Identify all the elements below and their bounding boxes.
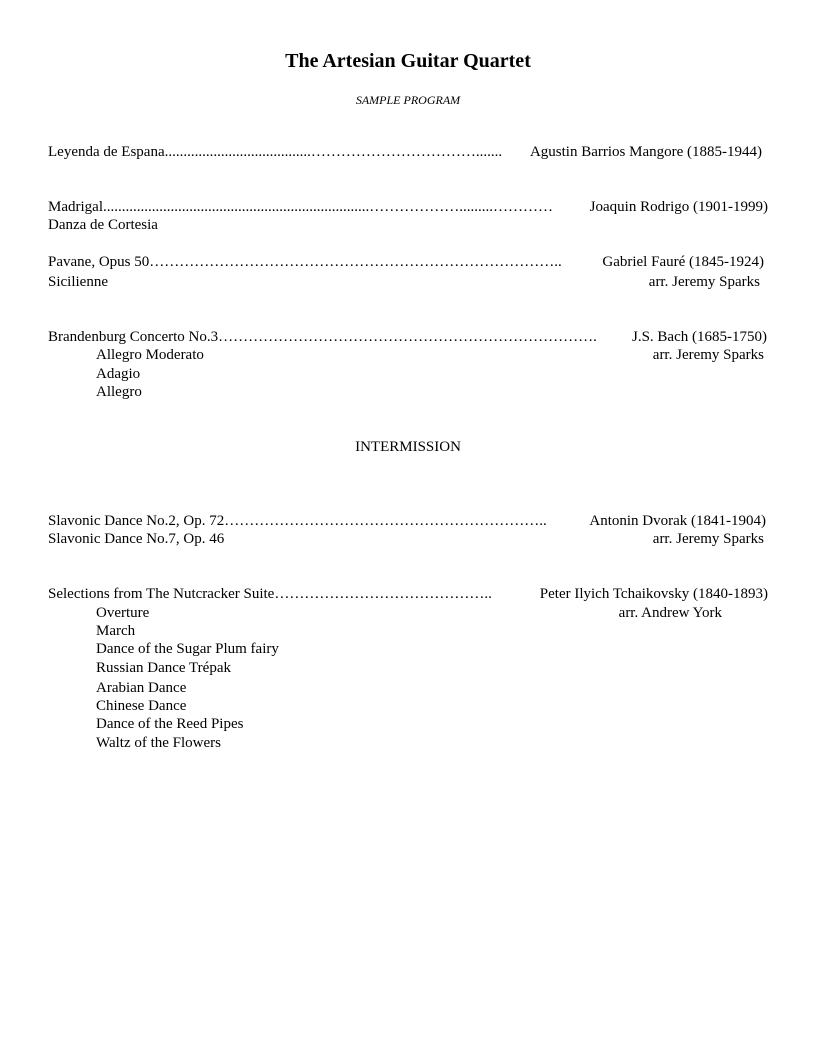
movement: Dance of the Reed Pipes	[96, 716, 244, 732]
composer: J.S. Bach (1685-1750)	[632, 329, 767, 345]
composer: Peter Ilyich Tchaikovsky (1840-1893)	[539, 586, 768, 602]
movement: Allegro	[96, 384, 142, 400]
arranger: arr. Jeremy Sparks	[648, 274, 760, 290]
composer: Joaquin Rodrigo (1901-1999)	[589, 199, 768, 215]
program-entry-madrigal	[48, 198, 768, 217]
composer: Agustin Barrios Mangore (1885-1944)	[529, 144, 762, 160]
work-title: Brandenburg Concerto No.3	[48, 329, 219, 345]
work-title: Madrigal	[48, 199, 103, 215]
work-title: Danza de Cortesia	[48, 217, 158, 233]
movement: Chinese Dance	[96, 698, 187, 714]
leader-dots: ………………………………………………………………………..	[149, 254, 562, 270]
leader-dots: .......................................................................……………….........…………	[102, 199, 553, 215]
work-title: Leyenda de Espana	[48, 144, 165, 160]
program-entry-pavane	[48, 253, 764, 272]
composer: Antonin Dvorak (1841-1904)	[589, 513, 766, 529]
page-subtitle: SAMPLE PROGRAM	[355, 93, 461, 107]
work-title: Slavonic Dance No.7, Op. 46	[48, 531, 225, 547]
leader-dots: ……………………………………..	[274, 586, 492, 602]
work-title: Slavonic Dance No.2, Op. 72	[48, 513, 225, 529]
movement: Adagio	[96, 366, 141, 382]
composer: Gabriel Fauré (1845-1924)	[602, 254, 764, 270]
leader-dots: .......................................…………………………….......	[164, 144, 503, 160]
movement: Overture	[96, 605, 150, 621]
program-entry-slavonic	[48, 512, 766, 531]
movement: Waltz of the Flowers	[96, 735, 222, 751]
work-title: Pavane, Opus 50	[48, 254, 150, 270]
work-title: Sicilienne	[48, 274, 108, 290]
arranger: arr. Jeremy Sparks	[652, 347, 764, 363]
movement: Arabian Dance	[96, 680, 187, 696]
movement: Russian Dance Trépak	[96, 660, 231, 676]
arranger: arr. Jeremy Sparks	[652, 531, 764, 547]
work-title: Selections from The Nutcracker Suite	[48, 586, 275, 602]
arranger: arr. Andrew York	[618, 605, 722, 621]
movement: Allegro Moderato	[96, 347, 204, 363]
leader-dots: ………………………………………………………..	[224, 513, 547, 529]
movement: Dance of the Sugar Plum fairy	[96, 641, 279, 657]
leader-dots: ………………………………………………………………….	[218, 329, 597, 345]
program-entry-brandenburg	[48, 328, 767, 347]
program-entry-leyenda	[48, 143, 762, 162]
movement: March	[96, 623, 136, 639]
program-entry-nutcracker	[48, 585, 768, 604]
page-title: The Artesian Guitar Quartet	[285, 50, 531, 72]
intermission-heading: INTERMISSION	[355, 439, 461, 455]
